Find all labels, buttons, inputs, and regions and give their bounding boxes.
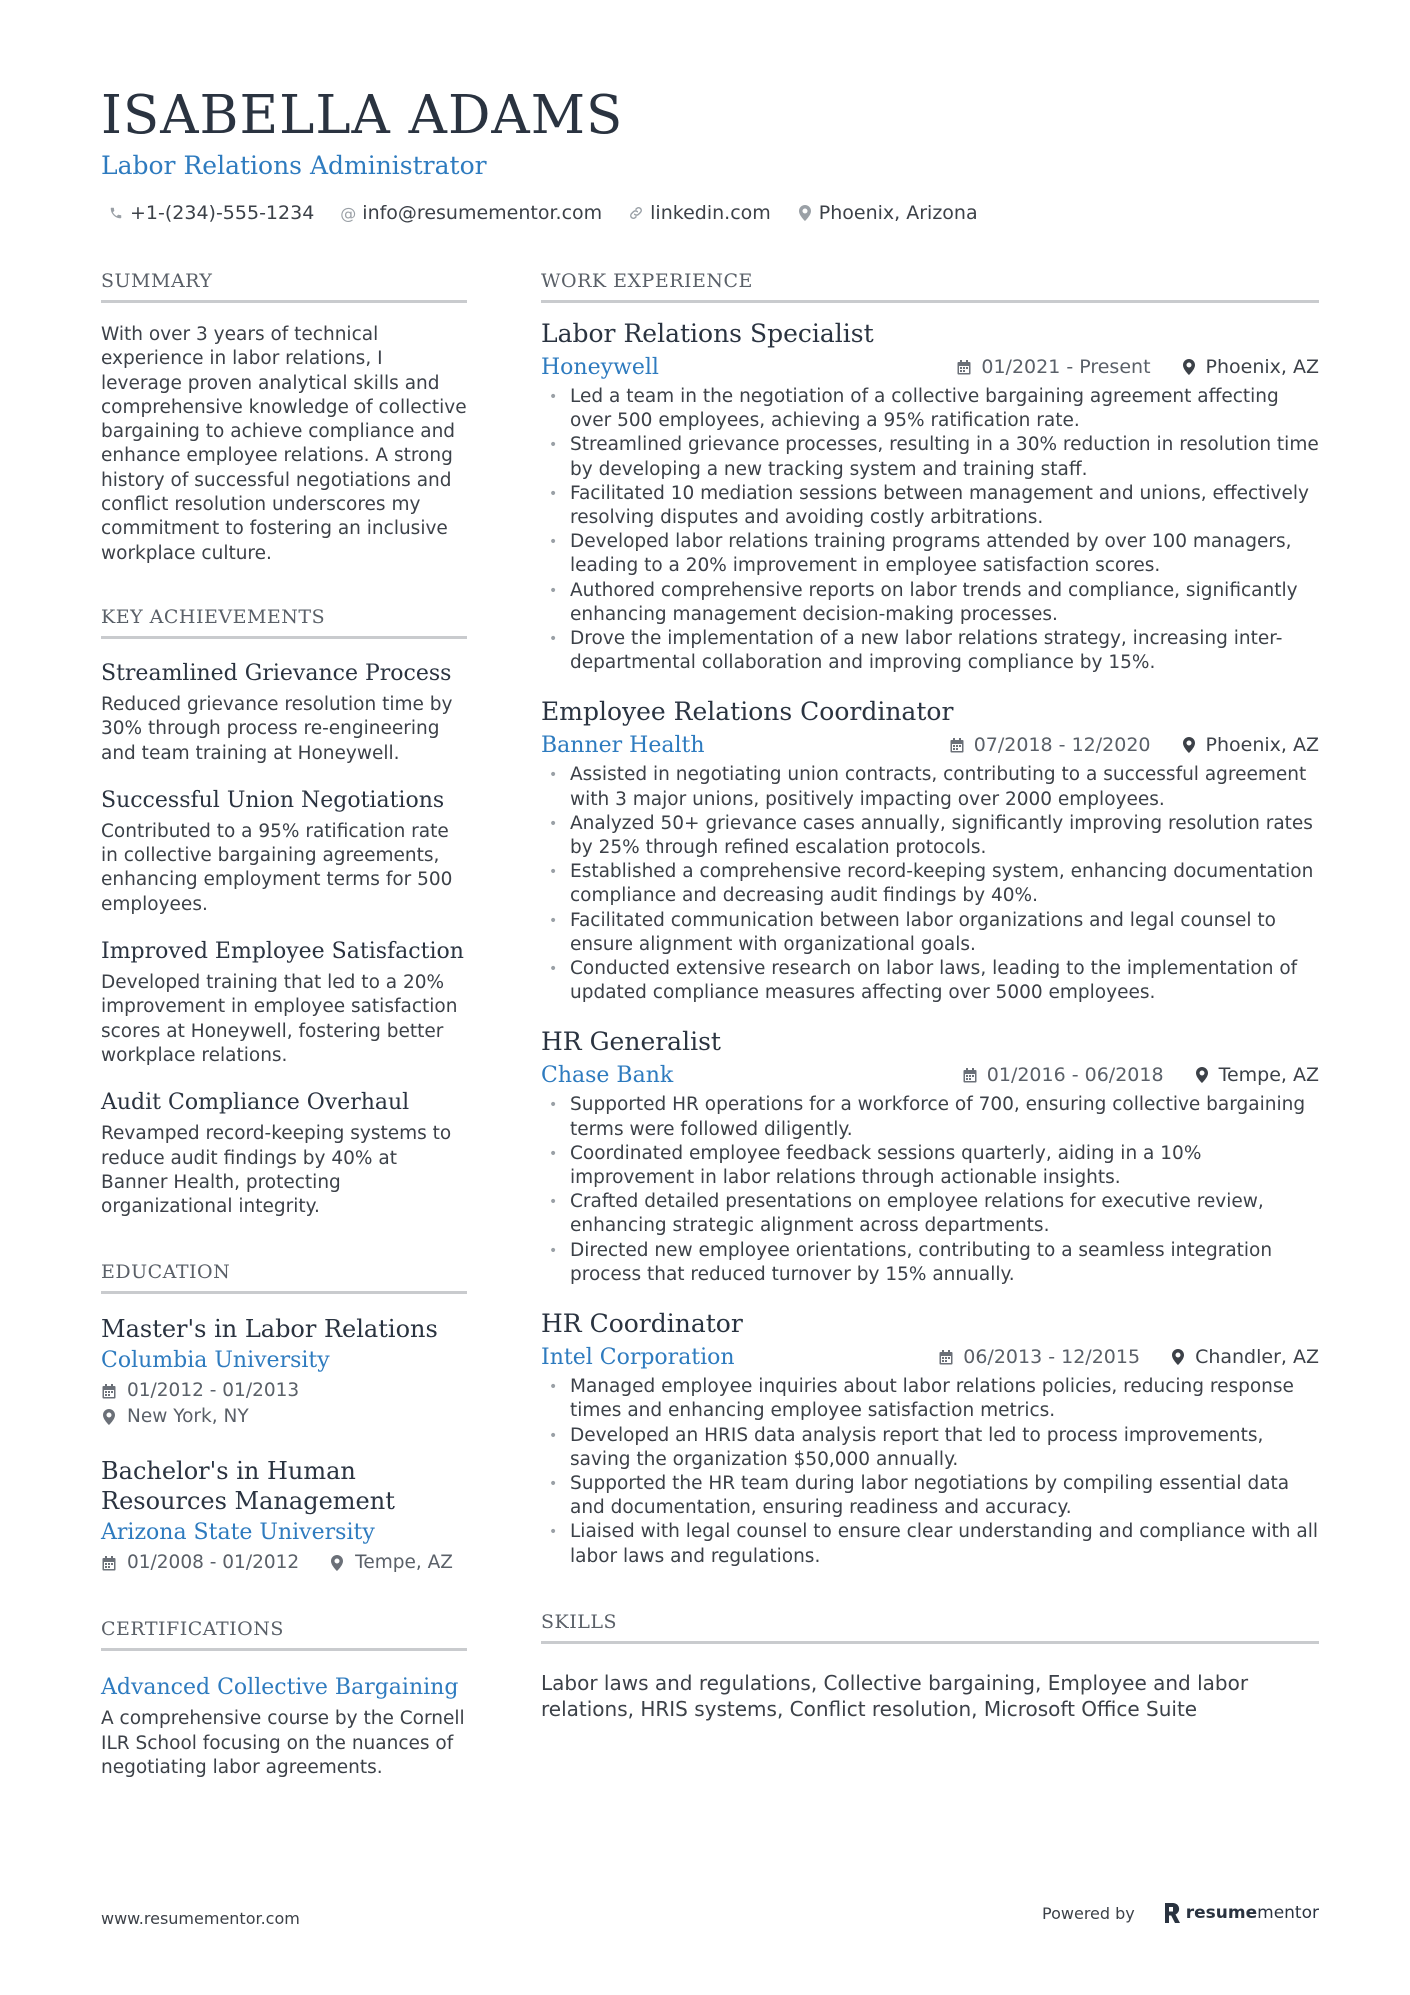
job-bullet: • Conducted extensive research on labor laws, leading to the implementation of updated compliance measures affecting over 5000 employees. bbox=[541, 957, 1319, 1005]
job-location-group bbox=[1170, 1346, 1319, 1368]
education-dates-row bbox=[101, 1378, 467, 1404]
skills-heading: SKILLS bbox=[541, 1609, 1319, 1644]
job-info-row bbox=[541, 1341, 1319, 1373]
achievements-heading: KEY ACHIEVEMENTS bbox=[101, 604, 467, 639]
job-bullet: • Authored comprehensive reports on labor trends and compliance, significantly enhancing management decision-making processes. bbox=[541, 579, 1319, 627]
candidate-name: ISABELLA ADAMS bbox=[101, 85, 624, 146]
job-bullets bbox=[541, 1093, 1319, 1287]
education-section bbox=[101, 1259, 467, 1576]
summary-section bbox=[101, 268, 467, 566]
contact-phone bbox=[108, 202, 314, 224]
achievement-title: Successful Union Negotiations bbox=[101, 787, 445, 813]
map-pin-icon bbox=[1181, 737, 1197, 753]
map-pin-icon bbox=[329, 1555, 345, 1571]
job-bullet: • Facilitated 10 mediation sessions between management and unions, effectively resolving disputes and avoiding costly arbitrations. bbox=[541, 482, 1319, 530]
education-meta-row bbox=[101, 1550, 467, 1576]
education-school: Columbia University bbox=[101, 1348, 330, 1374]
brand-logo[interactable] bbox=[1163, 1903, 1319, 1923]
achievement-item bbox=[101, 786, 467, 917]
education-dates: 01/2012 - 01/2013 bbox=[127, 1380, 300, 1402]
linkedin-text[interactable]: linkedin.com bbox=[650, 202, 771, 224]
job-meta bbox=[938, 1346, 1319, 1368]
achievement-title: Improved Employee Satisfaction bbox=[101, 939, 464, 965]
job-location: Phoenix, AZ bbox=[1205, 356, 1319, 378]
footer-brand bbox=[1042, 1903, 1319, 1923]
powered-by-label: Powered by bbox=[1042, 1903, 1135, 1923]
job-meta bbox=[956, 356, 1319, 378]
job-bullet: • Coordinated employee feedback sessions quarterly, aiding in a 10% improvement in labor relations through actionable insights. bbox=[541, 1142, 1319, 1190]
education-degree: Bachelor's in Human Resources Management bbox=[101, 1457, 395, 1516]
map-pin-icon bbox=[101, 1409, 117, 1425]
calendar-icon bbox=[962, 1067, 978, 1083]
contact-email[interactable] bbox=[340, 202, 602, 224]
job-bullet: • Streamlined grievance processes, resulting in a 30% reduction in resolution time by developing a new tracking system and training staff. bbox=[541, 433, 1319, 481]
job-location-group bbox=[1181, 356, 1319, 378]
left-column bbox=[101, 268, 467, 1780]
job-bullet: • Developed labor relations training programs attended by over 100 managers, leading to a 20% improvement in employee satisfaction scores. bbox=[541, 530, 1319, 578]
experience-heading: WORK EXPERIENCE bbox=[541, 268, 1319, 303]
job-bullet: • Directed new employee orientations, contributing to a seamless integration process that reduced turnover by 15% annually. bbox=[541, 1239, 1319, 1287]
achievement-text: Developed training that led to a 20% improvement in employee satisfaction scores at Honeywell, fostering better workplace relations. bbox=[101, 972, 458, 1066]
resumementor-logo-icon bbox=[1163, 1903, 1181, 1923]
skills-text: Labor laws and regulations, Collective bargaining, Employee and labor relations, HRIS systems, Conflict resolution, Microsoft Office Suite bbox=[541, 1670, 1249, 1722]
job-bullet: • Liaised with legal counsel to ensure clear understanding and compliance with all labor laws and regulations. bbox=[541, 1520, 1319, 1568]
calendar-icon bbox=[956, 359, 972, 375]
contact-location bbox=[797, 202, 978, 224]
job-bullet: • Established a comprehensive record-keeping system, enhancing documentation compliance and decreasing audit findings by 40%. bbox=[541, 860, 1319, 908]
experience-section bbox=[541, 268, 1319, 1569]
education-school: Arizona State University bbox=[101, 1520, 375, 1546]
job-bullet: • Developed an HRIS data analysis report that led to process improvements, saving the organization $50,000 annually. bbox=[541, 1424, 1319, 1472]
certifications-heading: CERTIFICATIONS bbox=[101, 1616, 467, 1651]
job-bullet: • Assisted in negotiating union contracts, contributing to a successful agreement with 3 major unions, positively impacting over 2000 employees. bbox=[541, 763, 1319, 811]
summary-text: With over 3 years of technical experience in labor relations, I leverage proven analytical skills and comprehensive knowledge of collective bargaining to achieve compliance and enhance employee relations. A strong history of successful negotiations and conflict resolution underscores my commitment to fostering an inclusive workplace culture. bbox=[101, 324, 467, 564]
education-location: New York, NY bbox=[127, 1406, 249, 1428]
calendar-icon bbox=[101, 1383, 117, 1399]
certification-text: A comprehensive course by the Cornell ILR School focusing on the nuances of negotiating labor agreements. bbox=[101, 1708, 465, 1779]
job-bullet: • Analyzed 50+ grievance cases annually, significantly improving resolution rates by 25% through refined escalation protocols. bbox=[541, 812, 1319, 860]
map-pin-icon bbox=[1181, 359, 1197, 375]
achievement-text: Contributed to a 95% ratification rate in collective bargaining agreements, enhancing employment terms for 500 employees. bbox=[101, 820, 453, 915]
phone-text: +1-(234)-555-1234 bbox=[130, 202, 315, 224]
job-bullet: • Led a team in the negotiation of a collective bargaining agreement affecting over 500 employees, achieving a 95% ratification rate. bbox=[541, 385, 1319, 433]
job-dates: 07/2018 - 12/2020 bbox=[973, 734, 1151, 757]
map-pin-icon bbox=[797, 205, 813, 221]
brand-name-a: resume bbox=[1185, 1903, 1258, 1923]
certification-title: Advanced Collective Bargaining bbox=[101, 1675, 459, 1701]
job-bullet: • Managed employee inquiries about labor relations policies, reducing response times and enhancing employee satisfaction metrics. bbox=[541, 1375, 1319, 1423]
job-title: HR Coordinator bbox=[541, 1309, 743, 1339]
job-title: HR Generalist bbox=[541, 1027, 721, 1057]
job-entry bbox=[541, 1307, 1319, 1569]
achievement-text: Reduced grievance resolution time by 30% through process re-engineering and team training at Honeywell. bbox=[101, 693, 453, 764]
job-bullet: • Supported the HR team during labor negotiations by compiling essential data and documentation, ensuring readiness and accuracy. bbox=[541, 1472, 1319, 1520]
job-entry bbox=[541, 1025, 1319, 1287]
education-location-row bbox=[101, 1404, 467, 1430]
job-meta bbox=[962, 1064, 1319, 1086]
phone-icon bbox=[108, 205, 124, 221]
job-entry bbox=[541, 695, 1319, 1005]
job-entry bbox=[541, 317, 1319, 675]
calendar-icon bbox=[101, 1555, 117, 1571]
achievement-title: Streamlined Grievance Process bbox=[101, 660, 452, 686]
job-title: Employee Relations Coordinator bbox=[541, 697, 954, 727]
job-info-row bbox=[541, 729, 1319, 761]
job-dates: 06/2013 - 12/2015 bbox=[963, 1346, 1141, 1369]
job-company: Honeywell bbox=[541, 354, 659, 380]
job-location: Chandler, AZ bbox=[1195, 1346, 1319, 1369]
education-item bbox=[101, 1456, 467, 1576]
education-degree: Master's in Labor Relations bbox=[101, 1315, 438, 1344]
job-bullet: • Supported HR operations for a workforce of 700, ensuring collective bargaining terms were followed diligently. bbox=[541, 1093, 1319, 1141]
certification-item bbox=[101, 1673, 467, 1780]
job-bullet: • Facilitated communication between labor organizations and legal counsel to ensure alignment with organizational goals. bbox=[541, 909, 1319, 957]
contact-bar bbox=[108, 198, 1004, 228]
achievement-item bbox=[101, 1088, 467, 1219]
education-location: Tempe, AZ bbox=[355, 1552, 453, 1574]
certifications-section bbox=[101, 1616, 467, 1780]
job-bullet: • Crafted detailed presentations on employee relations for executive review, enhancing strategic alignment across departments. bbox=[541, 1190, 1319, 1238]
email-text[interactable]: info@resumementor.com bbox=[362, 202, 603, 224]
achievements-section bbox=[101, 604, 467, 1219]
job-location-group bbox=[1194, 1064, 1319, 1086]
job-info-row bbox=[541, 351, 1319, 383]
calendar-icon bbox=[938, 1349, 954, 1365]
job-info-row bbox=[541, 1059, 1319, 1091]
map-pin-icon bbox=[1170, 1349, 1186, 1365]
job-location: Phoenix, AZ bbox=[1205, 734, 1319, 757]
job-bullets bbox=[541, 1375, 1319, 1569]
candidate-headline: Labor Relations Administrator bbox=[101, 151, 487, 180]
job-location: Tempe, AZ bbox=[1218, 1064, 1319, 1087]
job-meta bbox=[949, 734, 1319, 756]
contact-linkedin[interactable] bbox=[628, 202, 771, 224]
job-dates: 01/2016 - 06/2018 bbox=[986, 1064, 1164, 1087]
map-pin-icon bbox=[1194, 1067, 1210, 1083]
job-bullets bbox=[541, 763, 1319, 1005]
achievement-text: Revamped record-keeping systems to reduce audit findings by 40% at Banner Health, protecting organizational integrity. bbox=[101, 1123, 452, 1218]
job-company: Intel Corporation bbox=[541, 1344, 735, 1370]
education-item bbox=[101, 1314, 467, 1430]
location-text: Phoenix, Arizona bbox=[818, 202, 978, 224]
at-sign-icon: @ bbox=[340, 203, 357, 223]
education-heading: EDUCATION bbox=[101, 1259, 467, 1294]
job-location-group bbox=[1181, 734, 1319, 756]
job-company: Chase Bank bbox=[541, 1062, 674, 1088]
footer-website[interactable]: www.resumementor.com bbox=[101, 1909, 300, 1928]
job-title: Labor Relations Specialist bbox=[541, 319, 874, 348]
job-bullets bbox=[541, 385, 1319, 675]
job-dates: 01/2021 - Present bbox=[981, 356, 1151, 378]
skills-section bbox=[541, 1609, 1319, 1723]
calendar-icon bbox=[949, 737, 965, 753]
link-icon bbox=[628, 205, 644, 221]
job-bullet: • Drove the implementation of a new labor relations strategy, increasing inter-departmental collaboration and improving compliance by 15%. bbox=[541, 627, 1319, 675]
job-company: Banner Health bbox=[541, 732, 705, 758]
summary-heading: SUMMARY bbox=[101, 268, 467, 303]
right-column bbox=[541, 268, 1319, 1723]
education-dates: 01/2008 - 01/2012 bbox=[127, 1552, 300, 1574]
achievement-item bbox=[101, 937, 467, 1068]
achievement-item bbox=[101, 659, 467, 766]
achievement-title: Audit Compliance Overhaul bbox=[101, 1090, 410, 1116]
brand-name-b: mentor bbox=[1257, 1903, 1319, 1923]
